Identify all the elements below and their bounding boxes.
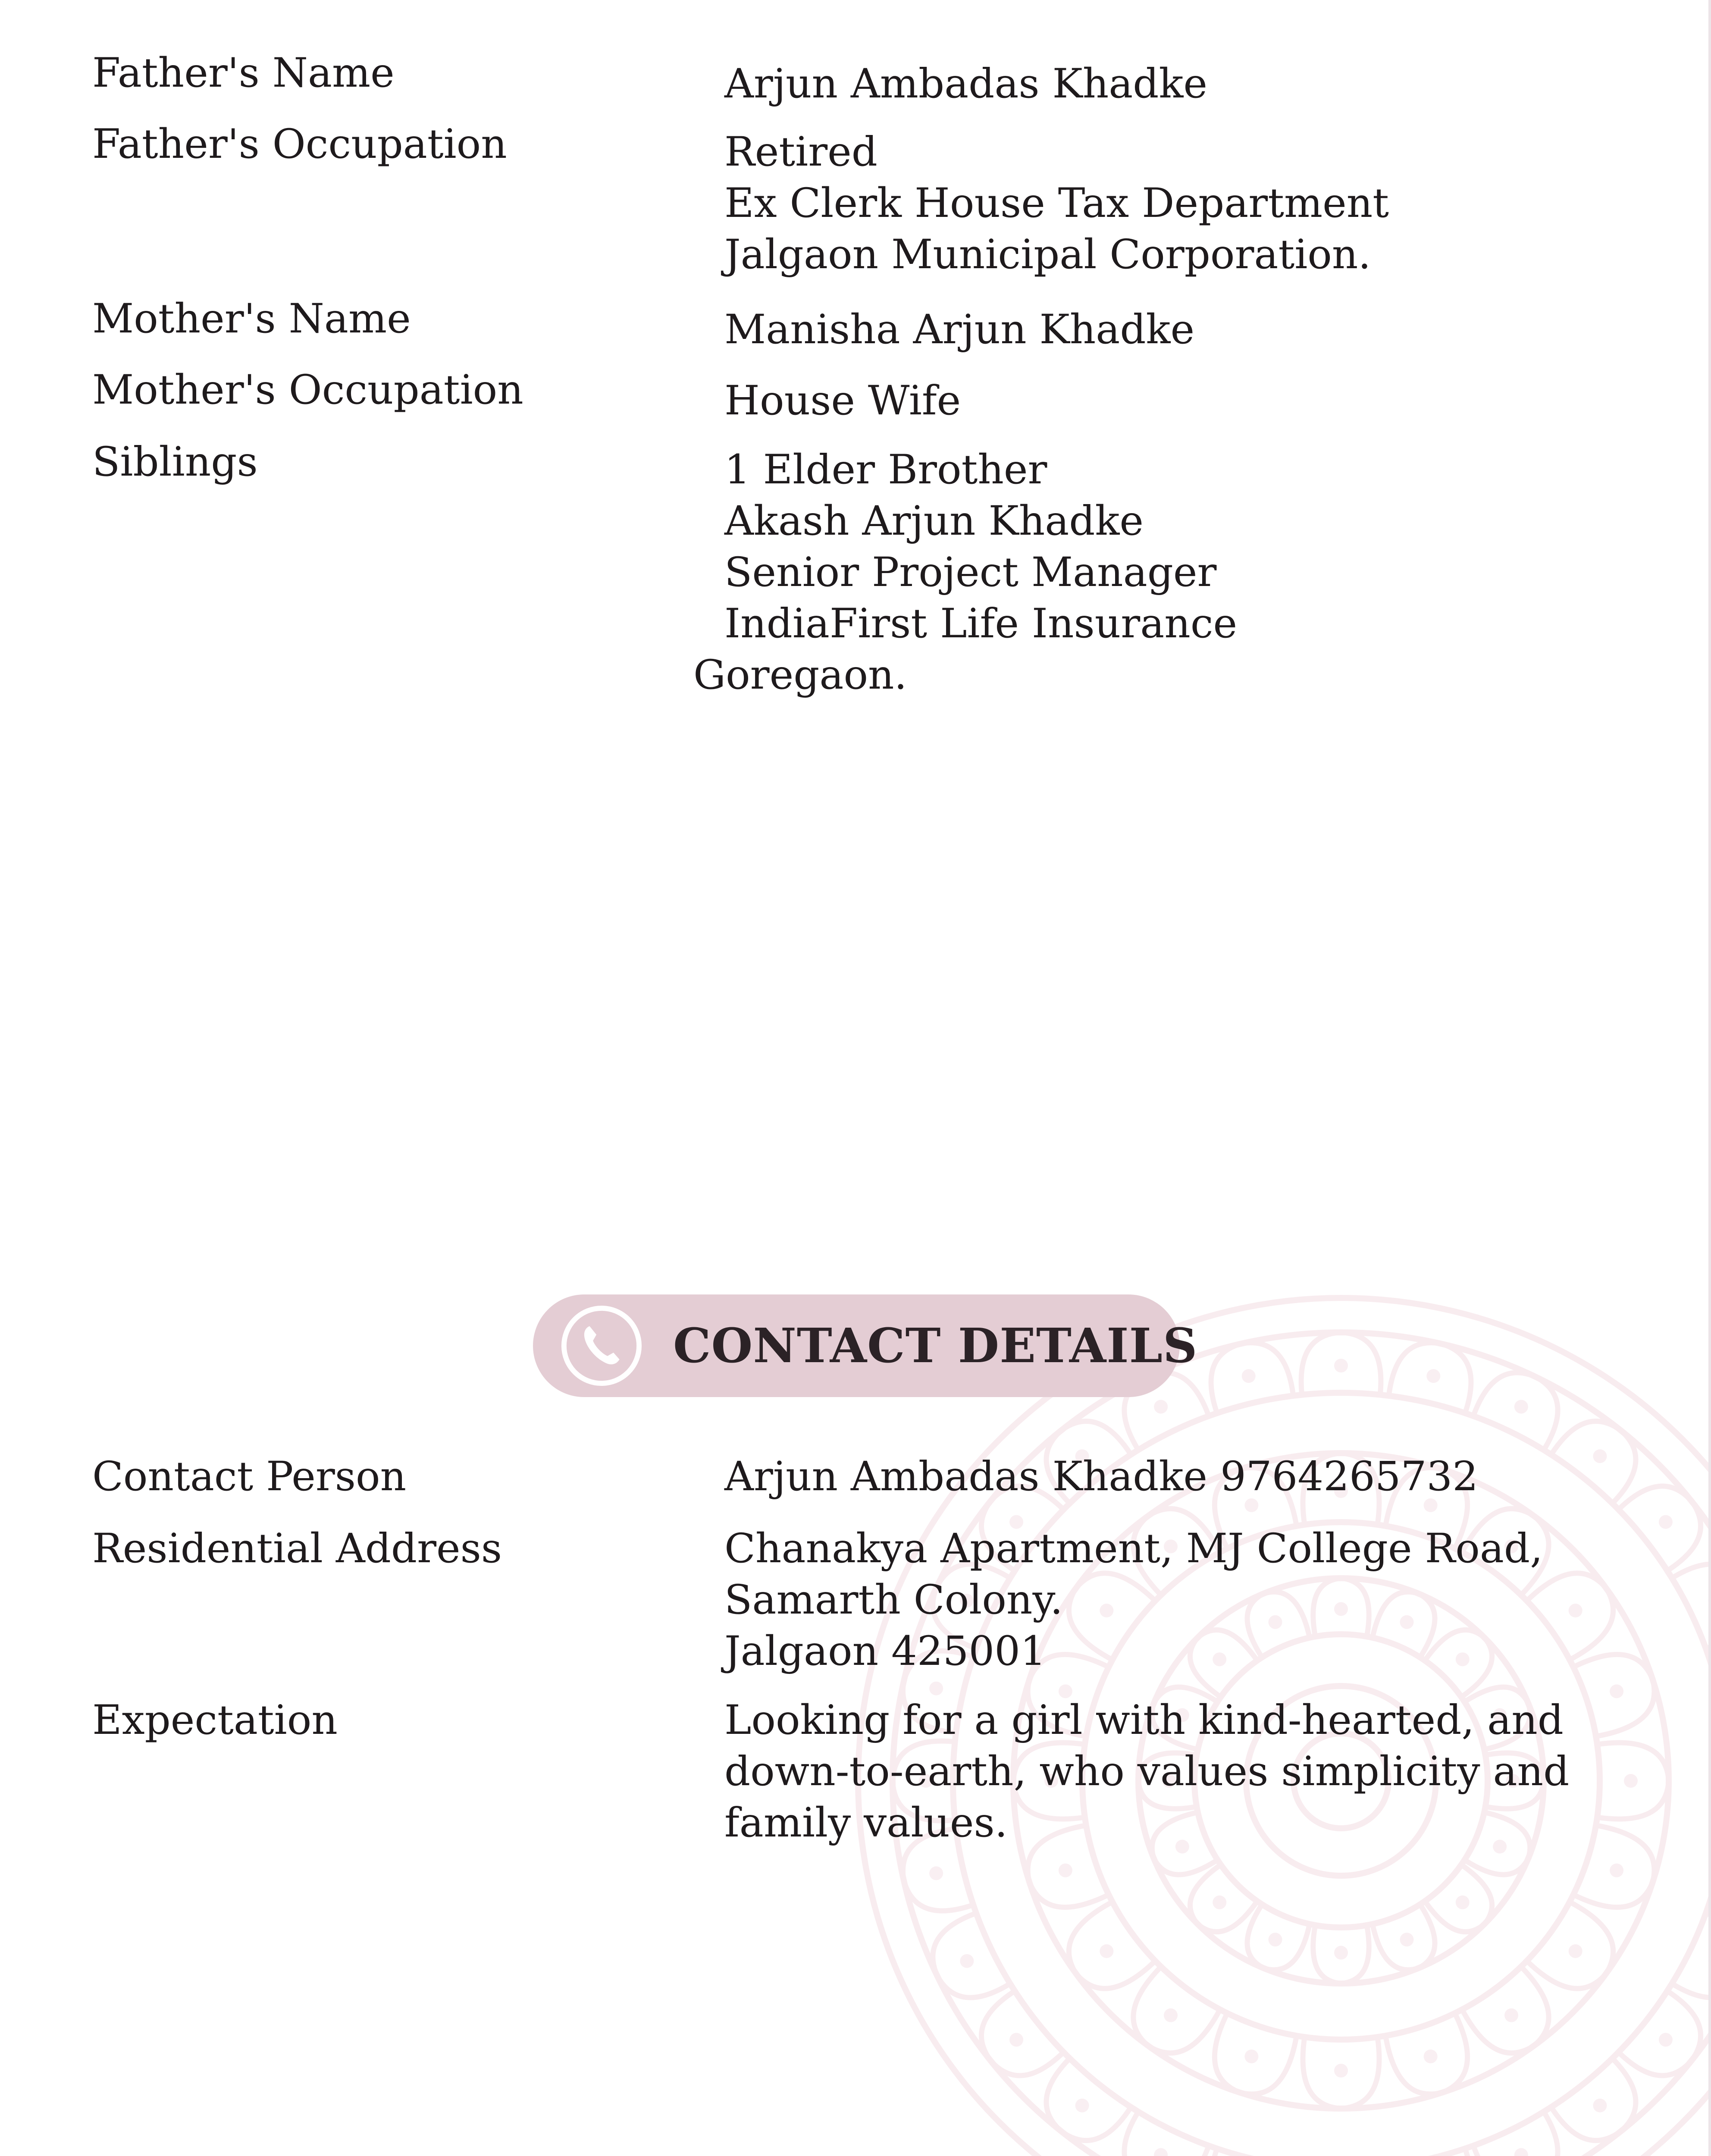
phone-icon — [559, 1303, 644, 1388]
siblings-line: Goregaon. — [693, 652, 907, 699]
siblings-value — [693, 444, 1238, 701]
siblings-line: Akash Arjun Khadke — [724, 498, 1144, 545]
mother-name-label: Mother's Name — [92, 295, 411, 342]
address-line: Jalgaon 425001 — [724, 1628, 1046, 1675]
father-occupation-line: Ex Clerk House Tax Department — [724, 180, 1389, 227]
contact-person-value: Arjun Ambadas Khadke 9764265732 — [724, 1453, 1478, 1500]
siblings-line: 1 Elder Brother — [724, 446, 1047, 493]
contact-details-title: CONTACT DETAILS — [673, 1318, 1198, 1373]
mother-name-value: Manisha Arjun Khadke — [724, 306, 1195, 353]
expectation-line: Looking for a girl with kind-hearted, and — [724, 1697, 1564, 1744]
residential-address-label: Residential Address — [92, 1525, 502, 1572]
residential-address-value — [724, 1523, 1543, 1677]
expectation-line: down-to-earth, who values simplicity and — [724, 1748, 1570, 1795]
siblings-line: Senior Project Manager — [724, 549, 1217, 596]
father-occupation-line: Jalgaon Municipal Corporation. — [724, 231, 1371, 278]
expectation-value — [724, 1695, 1569, 1849]
contact-details-heading — [533, 1294, 1198, 1397]
address-line: Chanakya Apartment, MJ College Road, — [724, 1525, 1543, 1572]
expectation-line: family values. — [724, 1799, 1008, 1846]
page-edge — [1708, 0, 1711, 2156]
expectation-label: Expectation — [92, 1697, 338, 1744]
address-line: Samarth Colony. — [724, 1576, 1063, 1623]
mother-occupation-value: House Wife — [724, 377, 961, 424]
father-occupation-line: Retired — [724, 128, 877, 175]
father-occupation-value — [724, 126, 1389, 280]
mother-occupation-label: Mother's Occupation — [92, 367, 523, 414]
contact-person-label: Contact Person — [92, 1453, 407, 1500]
siblings-line: IndiaFirst Life Insurance — [724, 600, 1238, 647]
father-name-value: Arjun Ambadas Khadke — [724, 60, 1208, 107]
siblings-label: Siblings — [92, 439, 258, 486]
father-name-label: Father's Name — [92, 50, 395, 97]
father-occupation-label: Father's Occupation — [92, 121, 507, 168]
